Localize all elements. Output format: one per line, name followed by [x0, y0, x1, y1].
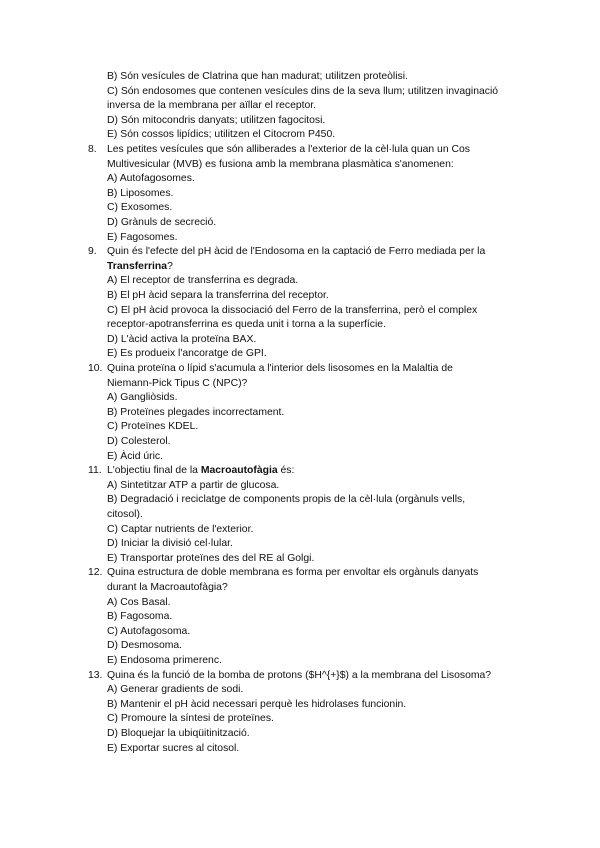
bold-term: Macroautofàgia — [200, 465, 278, 477]
question-number: 13. — [88, 669, 103, 681]
question-number: 8. — [88, 144, 97, 155]
answer-option: A) Generar gradients de sodi. — [107, 684, 244, 696]
question-text — [107, 158, 454, 173]
question-text — [107, 260, 173, 275]
answer-option: A) El receptor de transferrina es degrada. — [107, 275, 299, 287]
answer-option: B) Són vesícules de Clatrina que han madurat; utilitzen proteòlisi. — [107, 71, 408, 82]
answer-option: E) Àcid úric. — [107, 450, 164, 462]
answer-option: receptor-apotransferrina es queda unit i torna a la superfície. — [107, 319, 386, 331]
answer-option: E) Exportar sucres al citosol. — [107, 742, 240, 754]
answer-option: A) Sintetitzar ATP a partir de glucosa. — [107, 479, 280, 491]
question-text — [107, 245, 485, 260]
answer-option: C) Són endosomes que contenen vesícules dins de la seva llum; utilitzen invaginació — [107, 85, 499, 97]
question-number: 9. — [88, 246, 97, 258]
question-text-segment: Quina estructura de doble membrana es forma per envoltar els orgànuls danyats — [107, 567, 479, 579]
bold-term: Transferrina — [107, 260, 168, 272]
question-text-segment: Multivesicular (MVB) es fusiona amb la membrana plasmàtica s'anomenen: — [107, 158, 454, 170]
question-text — [107, 566, 478, 581]
answer-option: D) L'àcid activa la proteïna BAX. — [107, 333, 257, 345]
question-text-segment: Niemann-Pick Tipus C (NPC)? — [107, 377, 248, 389]
question-text-segment: Les petites vesícules que són alliberades a l'exterior de la cèl·lula quan un Cos — [107, 144, 470, 155]
question-text-segment: Quina proteïna o lípid s'acumula a l'interior dels lisosomes en la Malaltia de — [107, 363, 453, 374]
answer-option: E) Són cossos lipídics; utilitzen el Citocrom P450. — [107, 129, 336, 141]
answer-option: inversa de la membrana per aïllar el receptor. — [107, 100, 317, 112]
answer-option: E) Fagosomes. — [107, 231, 178, 243]
answer-option: D) Iniciar la divisió cel·lular. — [107, 538, 233, 550]
answer-option: citosol). — [107, 509, 143, 520]
answer-option: B) Mantenir el pH àcid necessari perquè les hidrolases funcionin. — [107, 698, 407, 710]
answer-option: C) Captar nutrients de l'exterior. — [107, 523, 254, 535]
answer-option: B) Degradació i reciclatge de components propis de la cèl·lula (orgànuls vells, — [107, 494, 466, 506]
answer-option: C) Proteïnes KDEL. — [107, 421, 199, 433]
answer-option: D) Grànuls de secreció. — [107, 217, 217, 228]
question-text-segment: durant la Macroautofàgia? — [107, 582, 228, 593]
answer-option: B) El pH àcid separa la transferrina del receptor. — [107, 290, 329, 301]
answer-option: B) Liposomes. — [107, 187, 174, 199]
question-text — [107, 669, 491, 684]
question-text-segment: Quin és l'efecte del pH àcid de l'Endosoma en la captació de Ferro mediada per la — [107, 246, 486, 258]
question-text-segment: és: — [277, 465, 295, 477]
answer-option: C) Autofagosoma. — [107, 625, 191, 637]
answer-option: D) Desmosoma. — [107, 640, 183, 652]
question-number: 10. — [88, 363, 103, 374]
question-number: 12. — [88, 567, 103, 579]
question-text — [107, 581, 228, 596]
answer-option: E) Es produeix l'ancoratge de GPI. — [107, 348, 267, 360]
answer-option: D) Són mitocondris danyats; utilitzen fagocitosi. — [107, 114, 326, 126]
question-text — [107, 377, 247, 392]
answer-option: C) El pH àcid provoca la dissociació del Ferro de la transferrina, però el complex — [107, 304, 478, 316]
question-text — [107, 362, 453, 377]
question-number: 11. — [88, 465, 102, 477]
answer-option: A) Autofagosomes. — [107, 173, 195, 185]
answer-option: D) Bloquejar la ubiqüitinització. — [107, 728, 250, 739]
question-text — [107, 143, 470, 158]
answer-option: B) Proteïnes plegades incorrectament. — [107, 406, 285, 418]
answer-option: A) Cos Basal. — [107, 596, 171, 608]
question-text-segment: Quina és la funció de la bomba de protons ($H^{+}$) a la membrana del Lisosoma? — [107, 669, 492, 681]
answer-option: E) Transportar proteïnes des del RE al Golgi. — [107, 552, 315, 564]
answer-option: B) Fagosoma. — [107, 611, 173, 623]
answer-option: E) Endosoma primerenc. — [107, 655, 222, 666]
answer-option: D) Colesterol. — [107, 436, 171, 447]
answer-option: A) Gangliòsids. — [107, 392, 178, 404]
question-text-segment: L'objectiu final de la — [107, 465, 201, 477]
answer-option: C) Promoure la síntesi de proteïnes. — [107, 713, 274, 725]
answer-option: C) Exosomes. — [107, 202, 173, 214]
question-text-segment: ? — [167, 260, 173, 272]
question-text — [107, 464, 294, 479]
